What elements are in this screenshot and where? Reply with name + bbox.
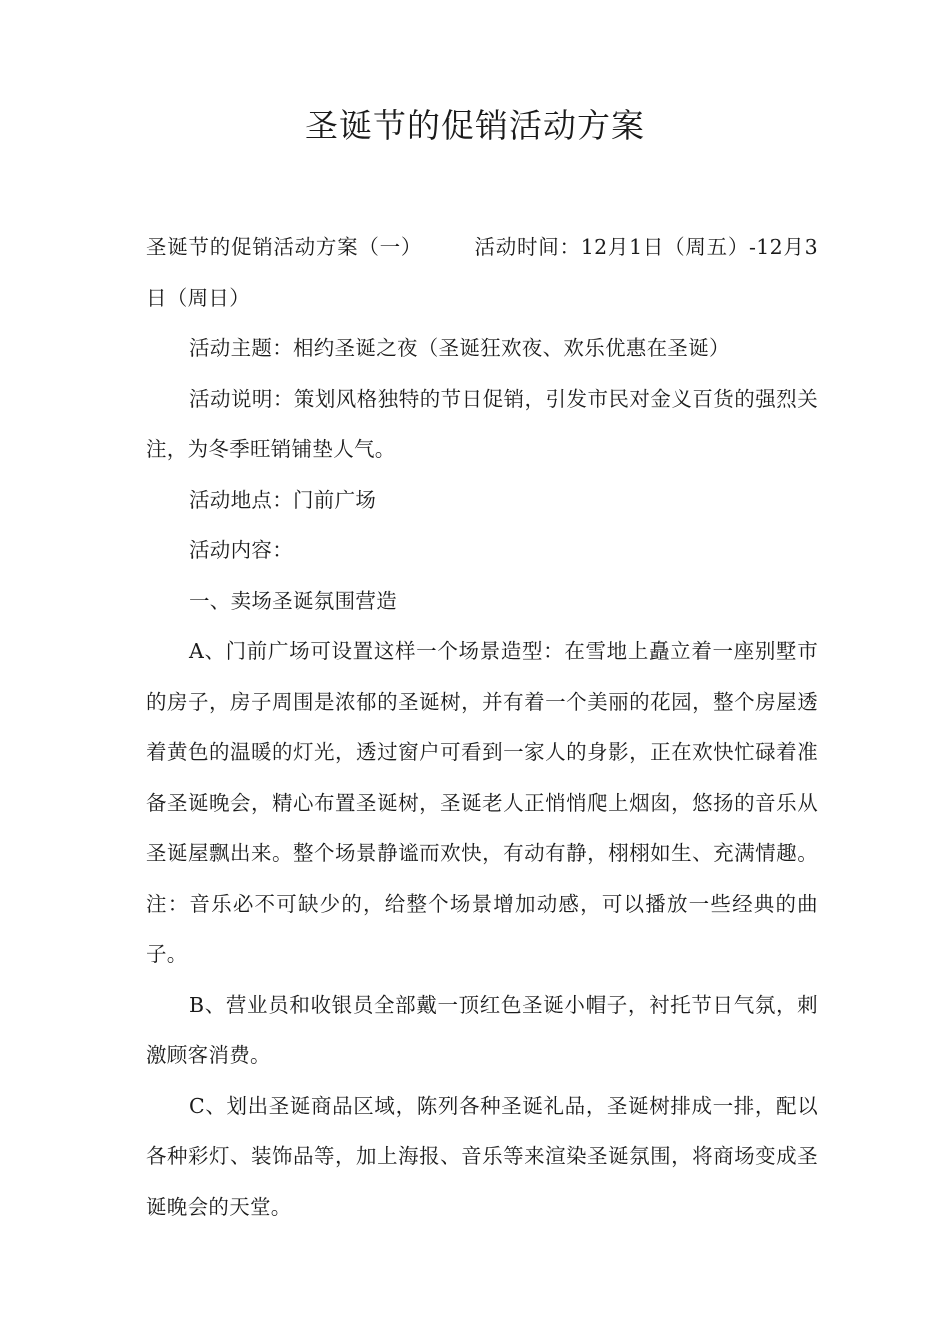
paragraph-location: 活动地点：门前广场 [189,487,377,512]
plan-heading: 圣诞节的促销活动方案（一） [146,235,423,259]
paragraph-content-label: 活动内容： [189,538,293,562]
paragraph-item-c: C、划出圣诞商品区域，陈列各种圣诞礼品，圣诞树排成一排，配以各种彩灯、装饰品等，加上海报、音乐等来渲染圣诞氛围，将商场变成圣诞晚会的天堂。 [146,1093,818,1219]
paragraph-item-b: B、营业员和收银员全部戴一顶红色圣诞小帽子，衬托节日气氛，刺激顾客消费。 [146,992,818,1067]
paragraph-intro [146,222,818,323]
document-body [146,222,818,1232]
paragraph-description: 活动说明：策划风格独特的节日促销，引发市民对金义百货的强烈关注，为冬季旺销铺垫人气。 [146,386,818,461]
paragraph-item-a: A、门前广场可设置这样一个场景造型：在雪地上矗立着一座别墅市的房子，房子周围是浓郁的圣诞树，并有着一个美丽的花园，整个房屋透着黄色的温暖的灯光，透过窗户可看到一家人的身影，正在欢快忙碌着准备圣诞晚会，精心布置圣诞树，圣诞老人正悄悄爬上烟囱，悠扬的音乐从圣诞屋飘出来。整个场景静谧而欢快，有动有静，栩栩如生、充满情趣。注：音乐必不可缺少的，给整个场景增加动感，可以播放一些经典的曲子。 [146,639,818,966]
activity-time: 活动时间：12月1日（周五）-12月3日（周日） [146,235,818,310]
paragraph-theme: 活动主题：相约圣诞之夜（圣诞狂欢夜、欢乐优惠在圣诞） [189,336,730,360]
section-heading-1: 一、卖场圣诞氛围营造 [189,588,397,613]
document-title: 圣诞节的促销活动方案 [305,106,645,145]
